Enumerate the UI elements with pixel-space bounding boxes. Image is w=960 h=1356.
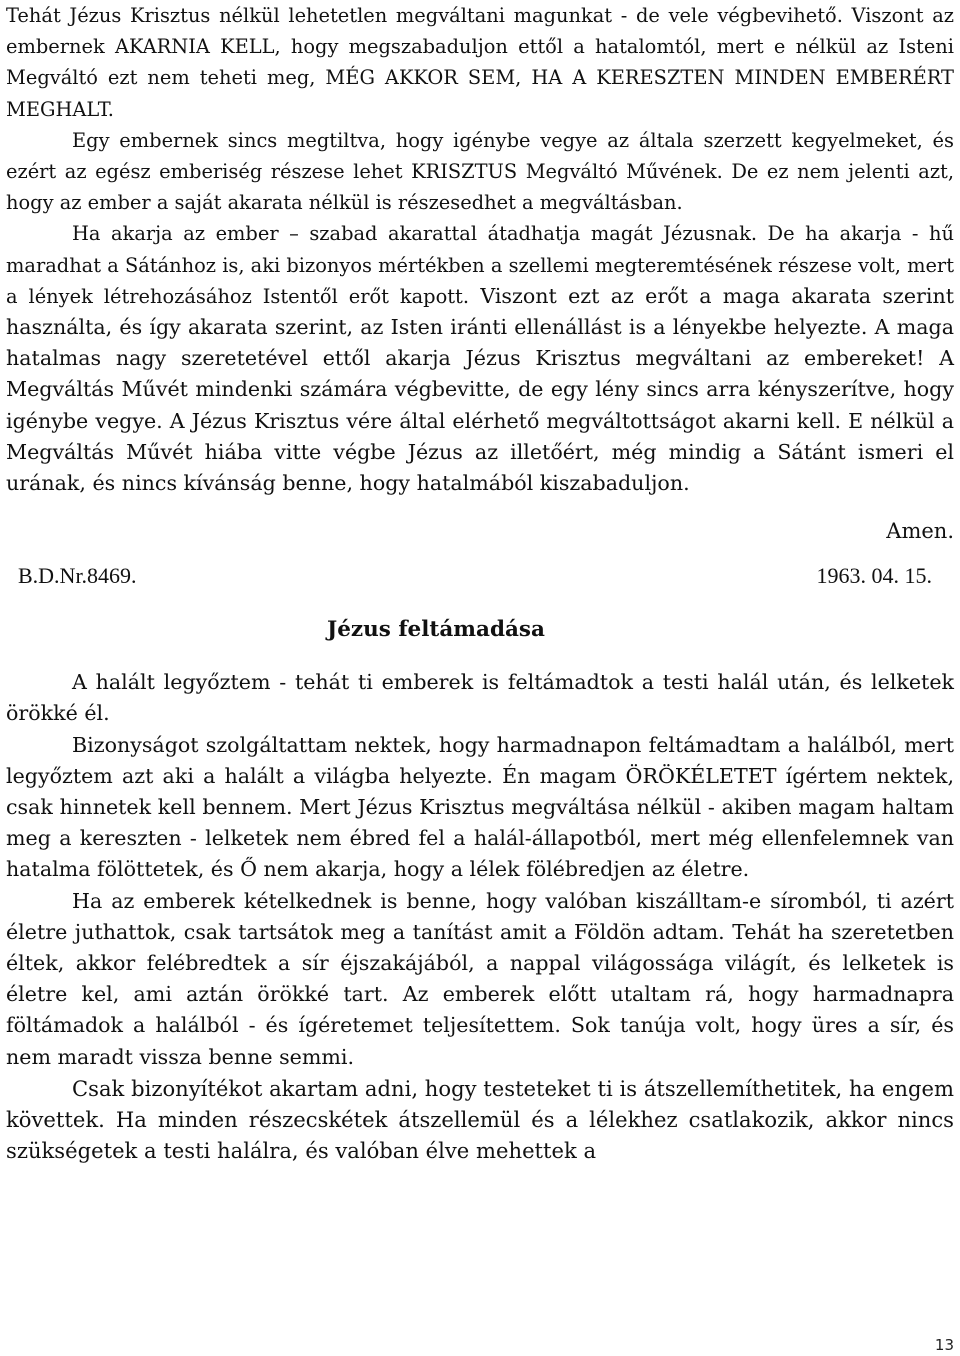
paragraph-3-part-c: Viszont ezt az erőt a maga akarata szerint használta, és így akarata szerint, az Isten iránti ellenállást is a lényekbe helyezte. A maga hatalmas nagy szeretetével ettől akarja Jézus Krisztus megváltani az embereket! A Megváltás Művét mindenki számára végbevitte, de egy lény sincs arra kényszerítve, hogy igénybe vegye. A Jézus Krisztus vére által elérhető megváltottságot akarni kell. E nélkül a Megváltás Művét hiába vitte végbe Jézus az illetőért, még mindig a Sátánt ismeri el urának, és nincs kívánság benne, hogy hatalmából kiszabaduljon. xyxy=(6,283,954,496)
paragraph-3-part-a: Ha akarja az ember – szabad akarattal átadhatja magát Jézusnak. xyxy=(72,222,757,246)
paragraph-6: Ha az emberek kételkednek is benne, hogy valóban kiszálltam-e síromból, ti azért életre juthattok, csak tartsátok meg a tanítást amit a Földön adtam. Tehát ha szeretetben éltek, akkor felébredtek a sír éjszakájából, a nappal világossága világít, és lelketek is életre kel, ami aztán örökké tart. Az emberek előtt utaltam rá, hogy harmadnapra föltámadok a halálból - és ígéretemet teljesítettem. Sok tanúja volt, hogy üres a sír, és nem maradt vissza benne semmi. xyxy=(6,888,954,1069)
paragraph-2: Egy embernek sincs megtiltva, hogy igénybe vegye az általa szerzett kegyelmeket, és ezért az egész emberiség részese lehet KRISZTUS Megváltó Művének. De ez nem jelenti azt, hogy az ember a saját akarata nélkül is részesedhet a megváltásban. xyxy=(6,128,954,215)
paragraph-3 xyxy=(6,218,954,499)
date: 1963. 04. 15. xyxy=(816,563,932,589)
paragraph-5: Bizonyságot szolgáltattam nektek, hogy harmadnapon feltámadtam a halálból, mert legyőztem azt aki a halált a világba helyezte. Én magam ÖRÖKÉLETET ígértem nektek, csak hinnetek kell bennem. Mert Jézus Krisztus megváltása nélkül - akiben magam haltam meg a kereszten - lelketek nem ébred fel a halál-állapotból, mert még ellenfelemnek van hatalma fölöttetek, és Ő nem akarja, hogy a lélek fölébredjen az életre. xyxy=(6,732,954,882)
page-number: 13 xyxy=(934,1336,954,1354)
signature-line xyxy=(6,561,954,591)
paragraph-1: Tehát Jézus Krisztus nélkül lehetetlen megváltani magunkat - de vele végbevihető. Viszont az embernek AKARNIA KELL, hogy megszabaduljon ettől a hatalomtól, mert e nélkül az Isteni Megváltó ezt nem teheti meg, MÉG AKKOR SEM, HA A KERESZTEN MINDEN EMBERÉRT MEGHALT. xyxy=(6,4,954,121)
amen-closing: Amen. xyxy=(886,519,954,544)
paragraph-4: A halált legyőztem - tehát ti emberek is feltámadtok a testi halál után, és lelketek örökké él. xyxy=(6,670,954,726)
paragraph-7: Csak bizonyítékot akartam adni, hogy testeteket ti is átszellemíthetitek, ha engem követtek. Ha minden részecskétek átszellemül és a lélekhez csatlakozik, akkor nincs szükségetek a testi halálra, és valóban élve mehettek a xyxy=(6,1075,954,1164)
section-title: Jézus feltámadása xyxy=(327,617,545,643)
paragraph-3-part-b: De ha akarja - hű maradhat a Sátánhoz is, aki bizonyos mértékben a szellemi megteremtésének részese volt, mert a lények létrehozásához Istentől erőt kapott. xyxy=(6,222,954,308)
document-page xyxy=(6,0,954,1356)
reference-number: B.D.Nr.8469. xyxy=(18,563,137,589)
